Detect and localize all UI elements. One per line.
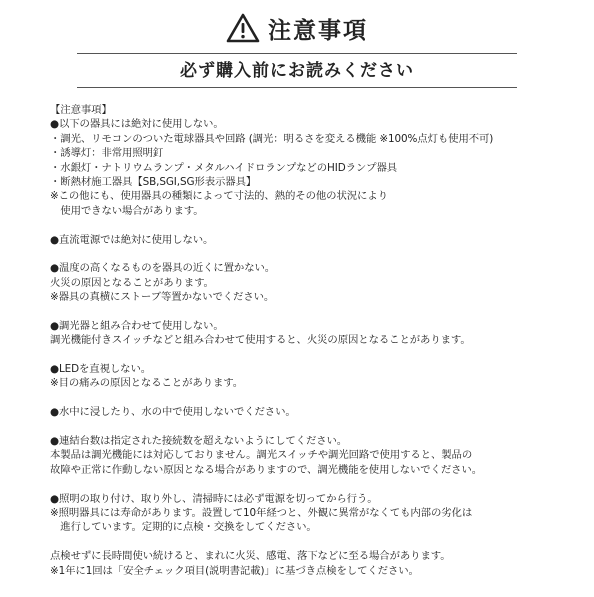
notice-line: ※器具の真横にストーブ等置かないでください。 — [50, 291, 275, 304]
notice-line: 点検せずに長時間使い続けると、まれに火災、感電、落下などに至る場合があります。 — [50, 550, 451, 563]
notice-line: 故障や正常に作動しない原因となる場合がありますので、調光機能を使用しないでください。 — [50, 463, 482, 476]
blank-line — [50, 348, 590, 362]
notice-line: ※1年に1回は「安全チェック項目(説明書記載)」に基づき点検をしてください。 — [50, 564, 419, 577]
notice-body — [50, 103, 590, 578]
divider-bottom — [77, 87, 517, 88]
blank-line — [50, 420, 590, 434]
divider-top — [77, 53, 517, 54]
blank-line — [50, 477, 590, 491]
notice-line: 使用できない場合があります。 — [50, 204, 204, 217]
notice-line: 調光機能付きスイッチなどと組み合わせて使用すると、火災の原因となることがあります。 — [50, 334, 471, 347]
blank-line — [50, 218, 590, 232]
header — [0, 10, 594, 46]
notice-line: 進行しています。定期的に点検・交換をしてください。 — [50, 521, 317, 534]
notice-line: 【注意事項】 — [50, 104, 112, 116]
notice-line: ・調光、リモコンのついた電球器具や回路 (調光：明るさを変える機能 ※100%点灯も使用不可) — [50, 132, 494, 145]
notice-line: ・水銀灯・ナトリウムランプ・メタルハイドロランプなどのHIDランプ器具 — [50, 161, 398, 174]
page-title: 注意事項 — [268, 17, 368, 44]
blank-line — [50, 391, 590, 405]
notice-line: ※この他にも、使用器具の種類によって寸法的、熱的その他の状況により — [50, 190, 388, 203]
notice-line: 火災の原因となることがあります。 — [50, 276, 214, 289]
notice-line: ●調光器と組み合わせて使用しない。 — [50, 319, 224, 332]
notice-line: ●以下の器具には絶対に使用しない。 — [50, 118, 224, 131]
blank-line — [50, 304, 590, 318]
notice-line: 本製品は調光機能には対応しておりません。調光スイッチや調光回路で使用すると、製品の — [50, 449, 473, 462]
page-subtitle: 必ず購入前にお読みください — [180, 61, 414, 81]
notice-line: ※照明器具には寿命があります。設置して10年経つと、外観に異常がなくても内部の劣化は — [50, 506, 473, 519]
notice-line: ●温度の高くなるものを器具の近くに置かない。 — [50, 262, 276, 275]
notice-line: ●照明の取り付け、取り外し、清掃時には必ず電源を切ってから行う。 — [50, 492, 378, 505]
notice-line: ・誘導灯：非常用照明釘 — [50, 147, 164, 160]
notice-line: ●水中に浸したり、水の中で使用しないでください。 — [50, 406, 296, 419]
blank-line — [50, 247, 590, 261]
blank-line — [50, 535, 590, 549]
warning-icon — [226, 13, 260, 43]
notice-line: ※目の痛みの原因となることがあります。 — [50, 377, 244, 390]
notice-line: ●LEDを直視しない。 — [50, 363, 152, 376]
notice-line: ●連結台数は指定された接続数を超えないようにしてください。 — [50, 434, 348, 447]
notice-line: ・断熱材施工器具【SB,SGI,SG形表示器具】 — [50, 175, 257, 188]
notice-line: ●直流電源では絶対に使用しない。 — [50, 233, 214, 246]
